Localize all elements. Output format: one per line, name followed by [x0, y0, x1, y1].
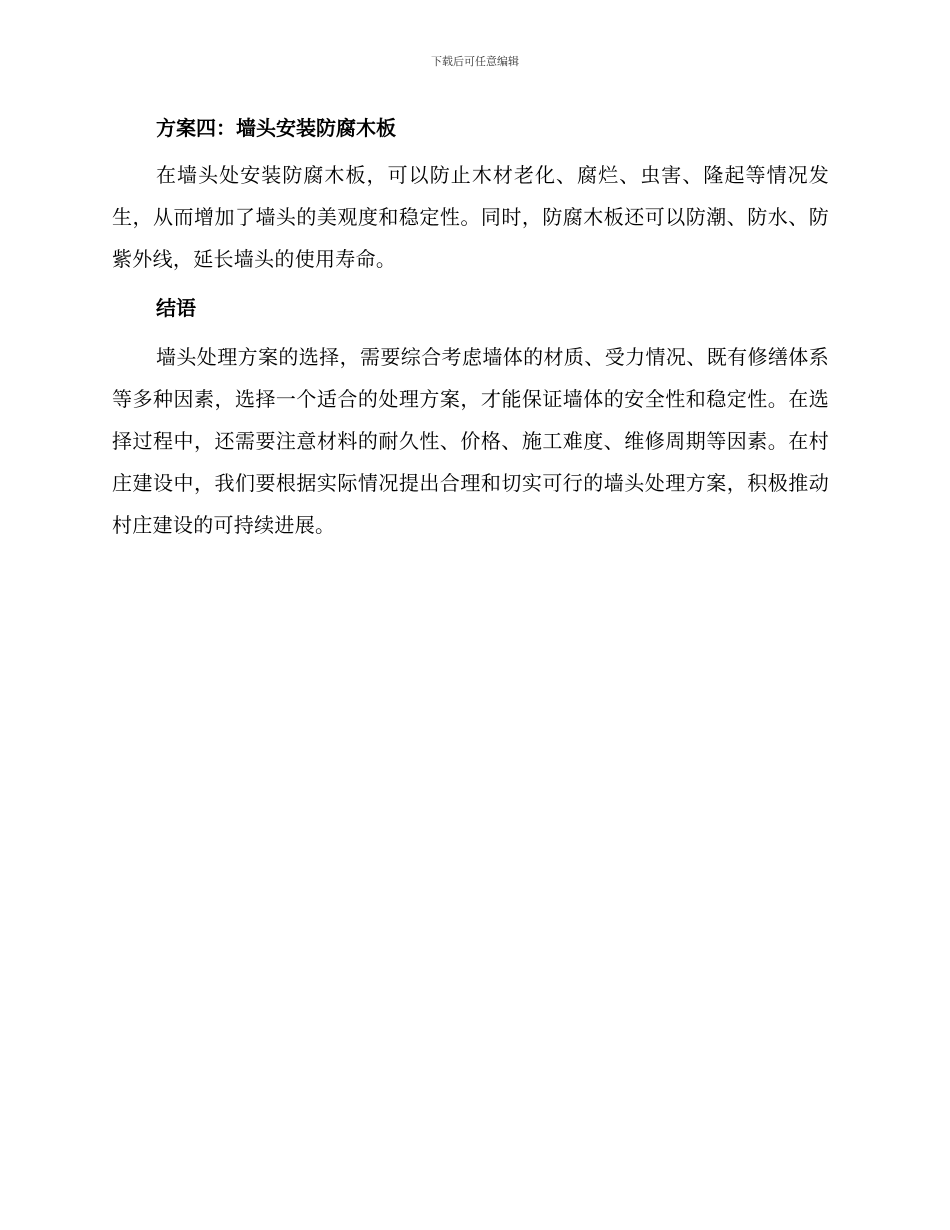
section-paragraph-plan-4: 在墙头处安装防腐木板，可以防止木材老化、腐烂、虫害、隆起等情况发生，从而增加了墙头的美观度和稳定性。同时，防腐木板还可以防潮、防水、防紫外线，延长墙头的使用寿命。: [112, 163, 829, 271]
section-heading-plan-4: 方案四：墙头安装防腐木板: [156, 116, 396, 140]
section-heading-conclusion: 结语: [156, 296, 196, 320]
page-header: 下载后可任意编辑: [431, 55, 519, 68]
document-body: [112, 110, 829, 546]
section-paragraph-conclusion: 墙头处理方案的选择，需要综合考虑墙体的材质、受力情况、既有修缮体系等多种因素，选择一个适合的处理方案，才能保证墙体的安全性和稳定性。在选择过程中，还需要注意材料的耐久性、价格、施工难度、维修周期等因素。在村庄建设中，我们要根据实际情况提出合理和切实可行的墙头处理方案，积极推动村庄建设的可持续进展。: [112, 345, 829, 537]
